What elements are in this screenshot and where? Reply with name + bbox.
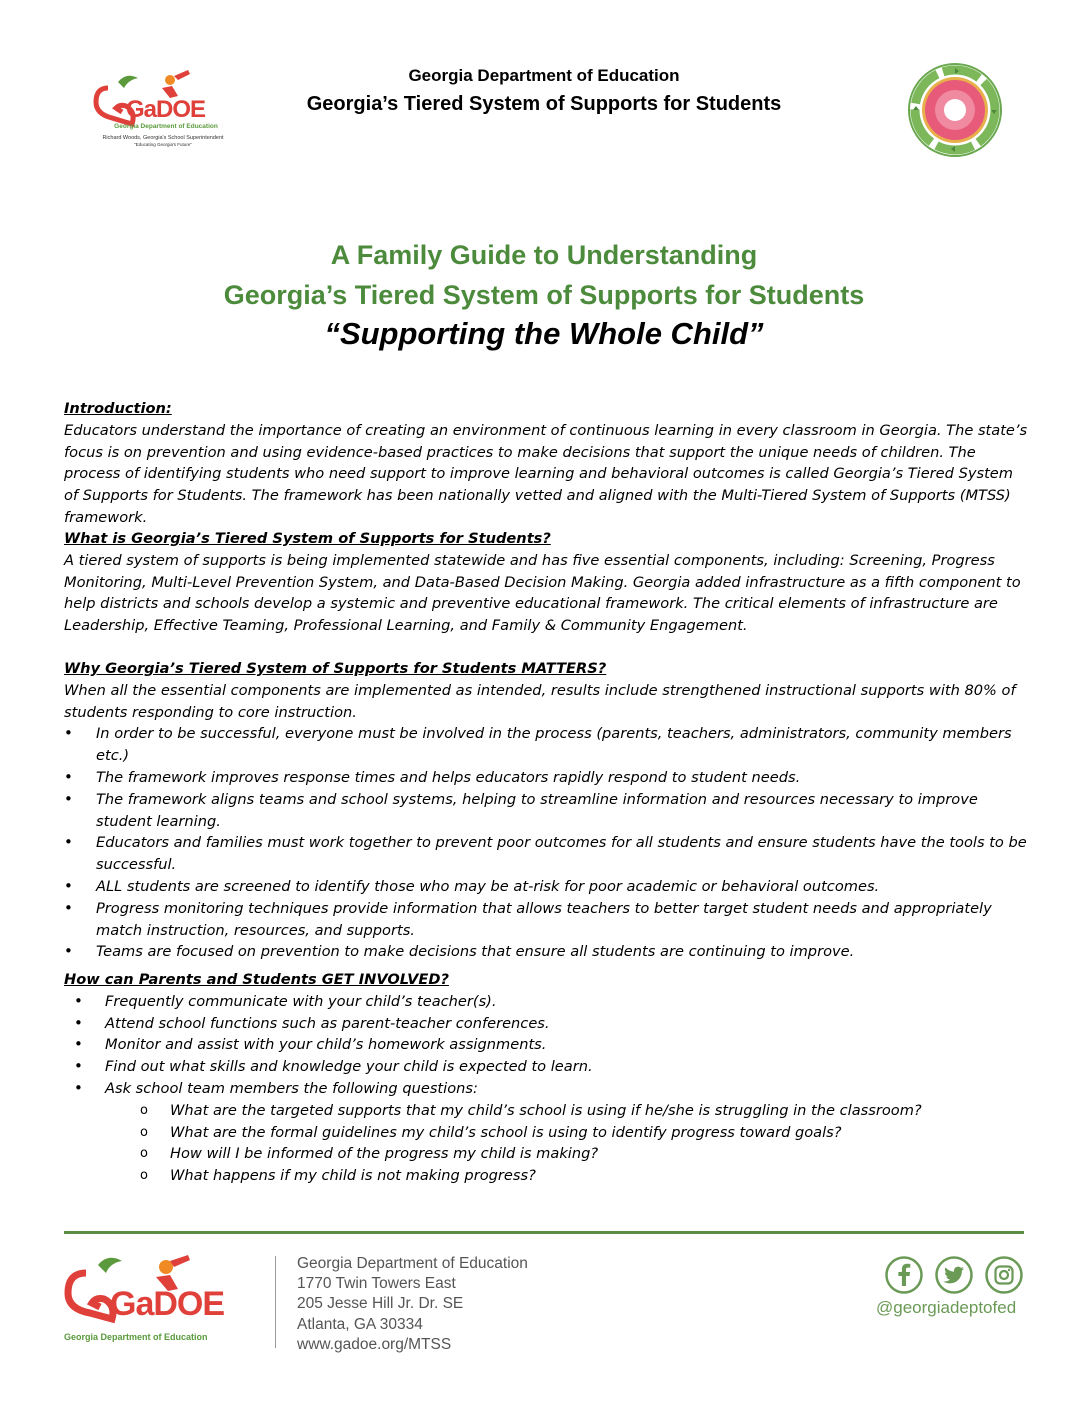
address-line-city: Atlanta, GA 30334 — [297, 1315, 423, 1333]
footer-website-link[interactable]: www.gadoe.org/MTSS — [297, 1335, 452, 1353]
address-line-org: Georgia Department of Education — [297, 1255, 528, 1272]
section-heading: How can Parents and Students GET INVOLVED? — [64, 971, 449, 988]
section-heading: What is Georgia’s Tiered System of Supports for Students? — [64, 530, 551, 547]
instagram-icon[interactable] — [984, 1255, 1024, 1295]
list-item: o What are the targeted supports that my child’s school is using if he/she is struggling in the classroom? — [64, 1100, 1028, 1122]
question-list — [64, 1100, 1028, 1187]
address-line-street2: 205 Jesse Hill Jr. Dr. SE — [297, 1295, 464, 1313]
bullet-list — [64, 723, 1028, 963]
mtss-framework-seal-icon — [907, 62, 1003, 158]
section-heading: Introduction: — [64, 400, 172, 417]
footer-logo-subtitle: Georgia Department of Education — [64, 1332, 208, 1342]
footer-logo — [62, 1255, 240, 1347]
facebook-icon[interactable] — [884, 1255, 924, 1295]
footer-vertical-divider — [275, 1256, 276, 1348]
footer-logo-wordmark: GaDOE — [110, 1285, 225, 1323]
bullet-list — [64, 991, 1028, 1100]
list-item: • Teams are focused on prevention to make decisions that ensure all students are continuing to improve. — [64, 941, 1028, 963]
list-item: • ALL students are screened to identify those who may be at-risk for poor academic or behavioral outcomes. — [64, 876, 1028, 898]
list-item: • Progress monitoring techniques provide information that allows teachers to better target student needs and appropriately match instruction, resources, and supports. — [64, 898, 1028, 942]
section-heading: Why Georgia’s Tiered System of Supports for Students MATTERS? — [64, 660, 607, 677]
header-logo-subtitle: Georgia Department of Education — [114, 123, 218, 130]
list-item: • Educators and families must work together to prevent poor outcomes for all students and ensure students have the tools to be successful. — [64, 832, 1028, 876]
section-introduction — [64, 398, 1028, 529]
list-item: • Monitor and assist with your child’s homework assignments. — [64, 1034, 1028, 1056]
document-title-line1: A Family Guide to Understanding — [330, 240, 758, 270]
list-item: o What are the formal guidelines my child’s school is using to identify progress toward goals? — [64, 1122, 1028, 1144]
list-item: • In order to be successful, everyone must be involved in the process (parents, teachers, administrators, community members etc.) — [64, 723, 1028, 767]
list-item: • The framework improves response times and helps educators rapidly respond to student needs. — [64, 767, 1028, 789]
social-icons — [884, 1255, 1024, 1295]
document-tagline: “Supporting the Whole Child” — [324, 316, 764, 351]
section-paragraph: A tiered system of supports is being implemented statewide and has five essential components, including: Screening, Progress Monitoring, Multi-Level Prevention System, and Data-Based Decision Making. Georgia added infrastructure as a fifth component to help districts and schools develop a systemic and preventive educational framework. The critical elements of infrastructure are Leadership, Effective Teaming, Professional Learning, and Family & Community Engagement. — [64, 551, 1021, 635]
section-what-is — [64, 528, 1028, 637]
document-title-line2: Georgia’s Tiered System of Supports for Students — [223, 280, 865, 310]
list-item: • Frequently communicate with your child’s teacher(s). — [64, 991, 1028, 1013]
twitter-icon[interactable] — [934, 1255, 974, 1295]
section-why-matters — [64, 658, 1028, 963]
list-item: o How will I be informed of the progress my child is making? — [64, 1143, 1028, 1165]
list-item: o What happens if my child is not making progress? — [64, 1165, 1028, 1187]
address-line-street: 1770 Twin Towers East — [297, 1275, 456, 1293]
list-item: • The framework aligns teams and school systems, helping to streamline information and resources necessary to improve student learning. — [64, 789, 1028, 833]
social-handle[interactable]: @georgiadeptofed — [876, 1298, 1017, 1317]
section-paragraph: Educators understand the importance of creating an environment of continuous learning in every classroom in Georgia. The state’s focus is on prevention and using evidence-based practices to make decisions that support the unique needs of children. The process of identifying students who need support to improve learning and behavioral outcomes is called Georgia’s Tiered System of Supports for Students. The framework has been nationally vetted and aligned with the Multi-Tiered System of Supports (MTSS) framework. — [64, 421, 1028, 526]
header-title: Georgia Department of Education — [408, 66, 680, 85]
footer-address — [297, 1254, 528, 1355]
section-paragraph: When all the essential components are implemented as intended, results include strengthened instructional supports with 80% of students responding to core instruction. — [64, 681, 1016, 721]
header-logo-motto: "Educating Georgia's Future" — [134, 142, 192, 147]
header-logo-wordmark: GaDOE — [126, 96, 206, 123]
section-get-involved — [64, 969, 1028, 1187]
list-item: • Ask school team members the following questions: — [64, 1078, 1028, 1100]
header-subtitle: Georgia’s Tiered System of Supports for Students — [306, 93, 782, 115]
list-item: • Attend school functions such as parent-teacher conferences. — [64, 1013, 1028, 1035]
footer-divider-rule — [64, 1231, 1024, 1234]
list-item: • Find out what skills and knowledge your child is expected to learn. — [64, 1056, 1028, 1078]
header-logo-superintendent: Richard Woods, Georgia's School Superintendent — [102, 135, 224, 141]
